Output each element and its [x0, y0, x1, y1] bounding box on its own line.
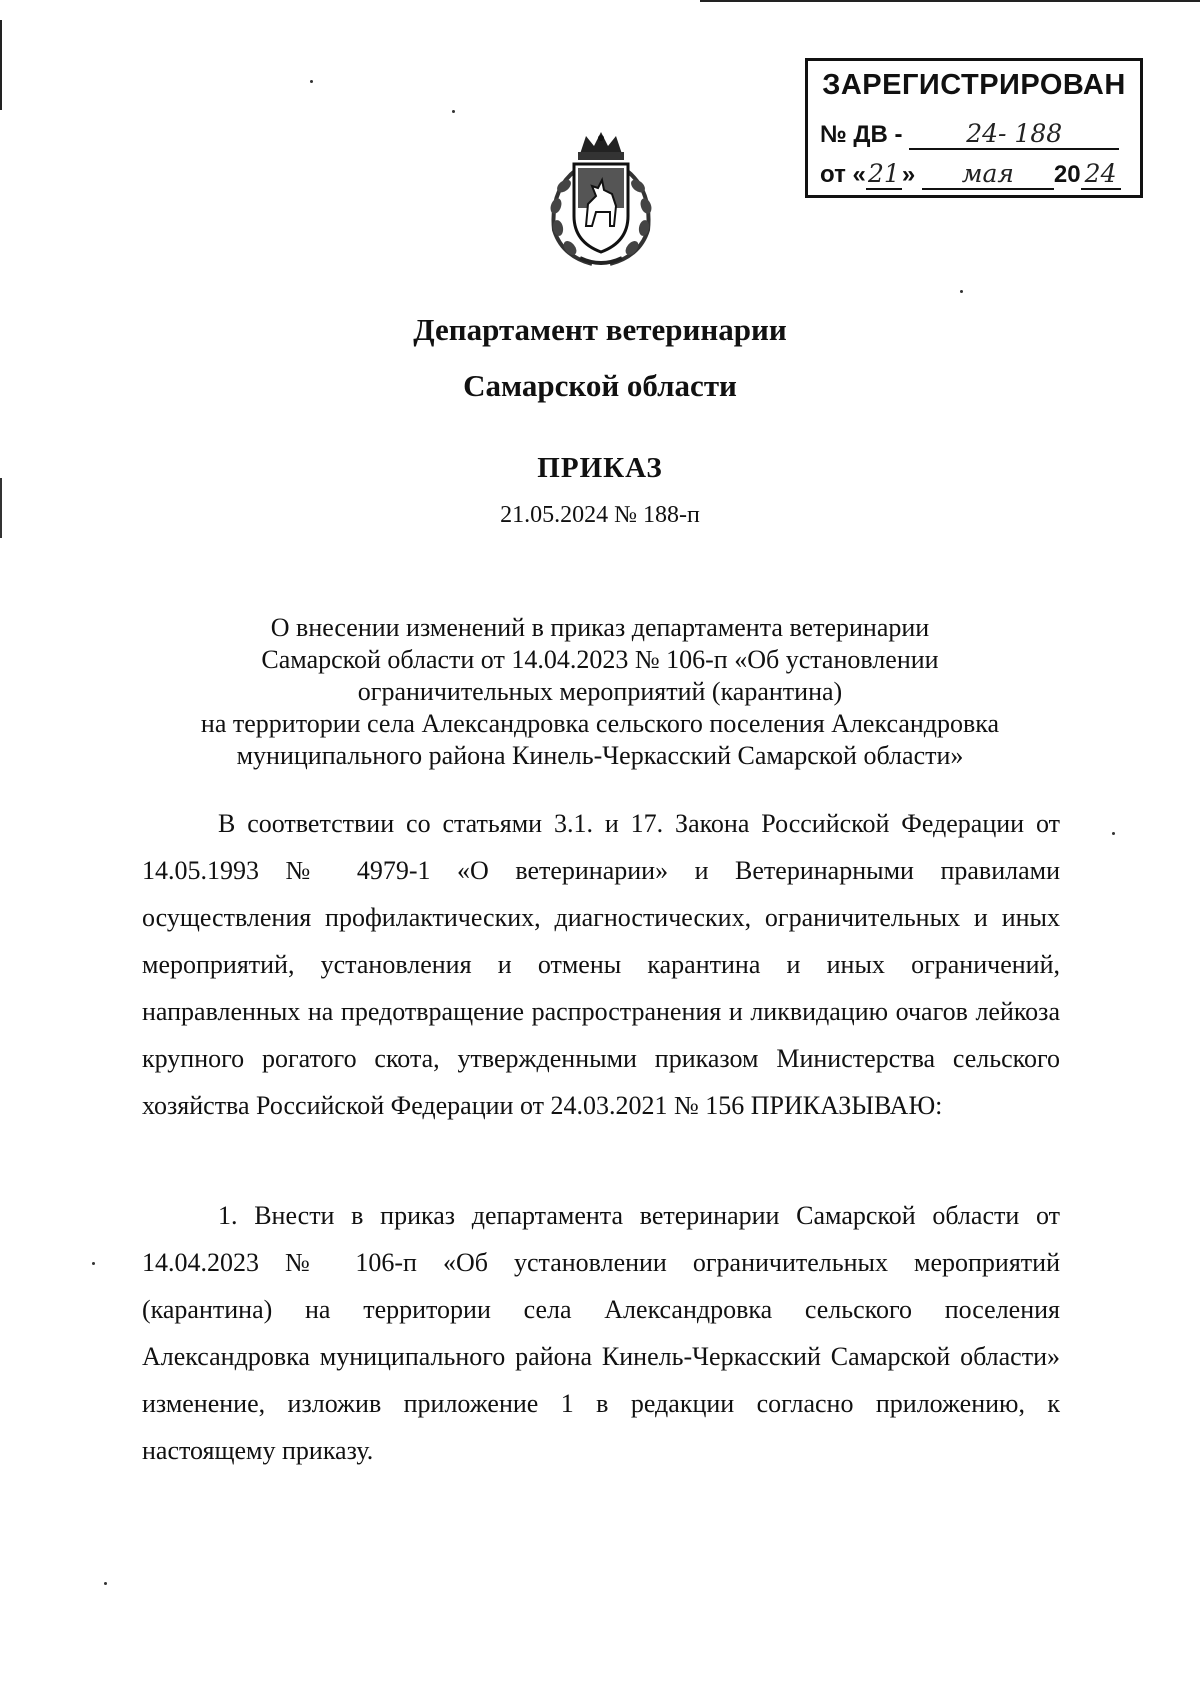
scan-speck [960, 290, 963, 293]
stamp-number-label: № ДВ - [820, 121, 903, 148]
samara-coat-of-arms-icon [540, 130, 662, 270]
document-subject [100, 612, 1100, 772]
stamp-date-month: мая [961, 159, 1014, 188]
department-region: Самарской области [463, 368, 737, 403]
body-paragraph-item-1 [142, 1192, 1060, 1474]
subject-line: на территории села Александровка сельского поселения Александровка [200, 709, 1000, 738]
stamp-year-line [1081, 161, 1121, 190]
stamp-date-day: 21 [867, 159, 900, 188]
scan-edge-top [700, 0, 1200, 2]
subject-line: О внесении изменений в приказ департамента ветеринарии [270, 613, 930, 642]
paragraph-text: 1. Внести в приказ департамента ветеринарии Самарской области от 14.04.2023 № 106-п «Об установлении ограничительных мероприятий (карантина) на территории села Александровка сельского поселения Александровка муниципального района Кинель-Черкасский Самарской области» изменение, изложив приложение 1 в редакции согласно приложению, к настоящему приказу. [142, 1201, 1060, 1465]
document-date-number: 21.05.2024 № 188-п [500, 502, 700, 528]
department-name: Департамент ветеринарии [413, 312, 787, 347]
stamp-title: ЗАРЕГИСТРИРОВАН [822, 69, 1126, 101]
stamp-date-row [820, 161, 1130, 190]
stamp-month-line [922, 161, 1054, 190]
registration-stamp [805, 58, 1143, 198]
scan-speck [92, 1262, 95, 1265]
scan-edge-left [0, 20, 2, 110]
stamp-date-close: » [901, 161, 916, 188]
subject-line: Самарской области от 14.04.2023 № 106-п «Об установлении [261, 645, 939, 674]
stamp-number-row [820, 121, 1130, 150]
stamp-year-prefix: 20 [1053, 161, 1081, 188]
stamp-date-prefix: от « [820, 161, 866, 188]
stamp-year-suffix: 24 [1084, 159, 1117, 188]
scan-speck [310, 80, 313, 83]
scan-speck [1112, 832, 1115, 835]
paragraph-text: В соответствии со статьями 3.1. и 17. Закона Российской Федерации от 14.05.1993 № 4979-1 «О ветеринарии» и Ветеринарными правилами осуществления профилактических, диагностических, ограничительных и иных мероприятий, установления и отмены карантина и иных ограничений, направленных на предотвращение распространения и ликвидацию очагов лейкоза крупного рогатого скота, утвержденными приказом Министерства сельского хозяйства Российской Федерации от 24.03.2021 № 156 ПРИКАЗЫВАЮ: [142, 809, 1060, 1120]
stamp-day-line [866, 161, 902, 190]
stamp-number-line [909, 121, 1119, 150]
body-paragraph-preamble [142, 800, 1060, 1129]
document-type: ПРИКАЗ [537, 452, 663, 484]
stamp-number-value: 24- 188 [966, 119, 1063, 148]
subject-line: ограничительных мероприятий (карантина) [357, 677, 843, 706]
scan-speck [452, 110, 455, 113]
scan-speck [104, 1582, 107, 1585]
subject-line: муниципального района Кинель-Черкасский Самарской области» [236, 741, 964, 770]
